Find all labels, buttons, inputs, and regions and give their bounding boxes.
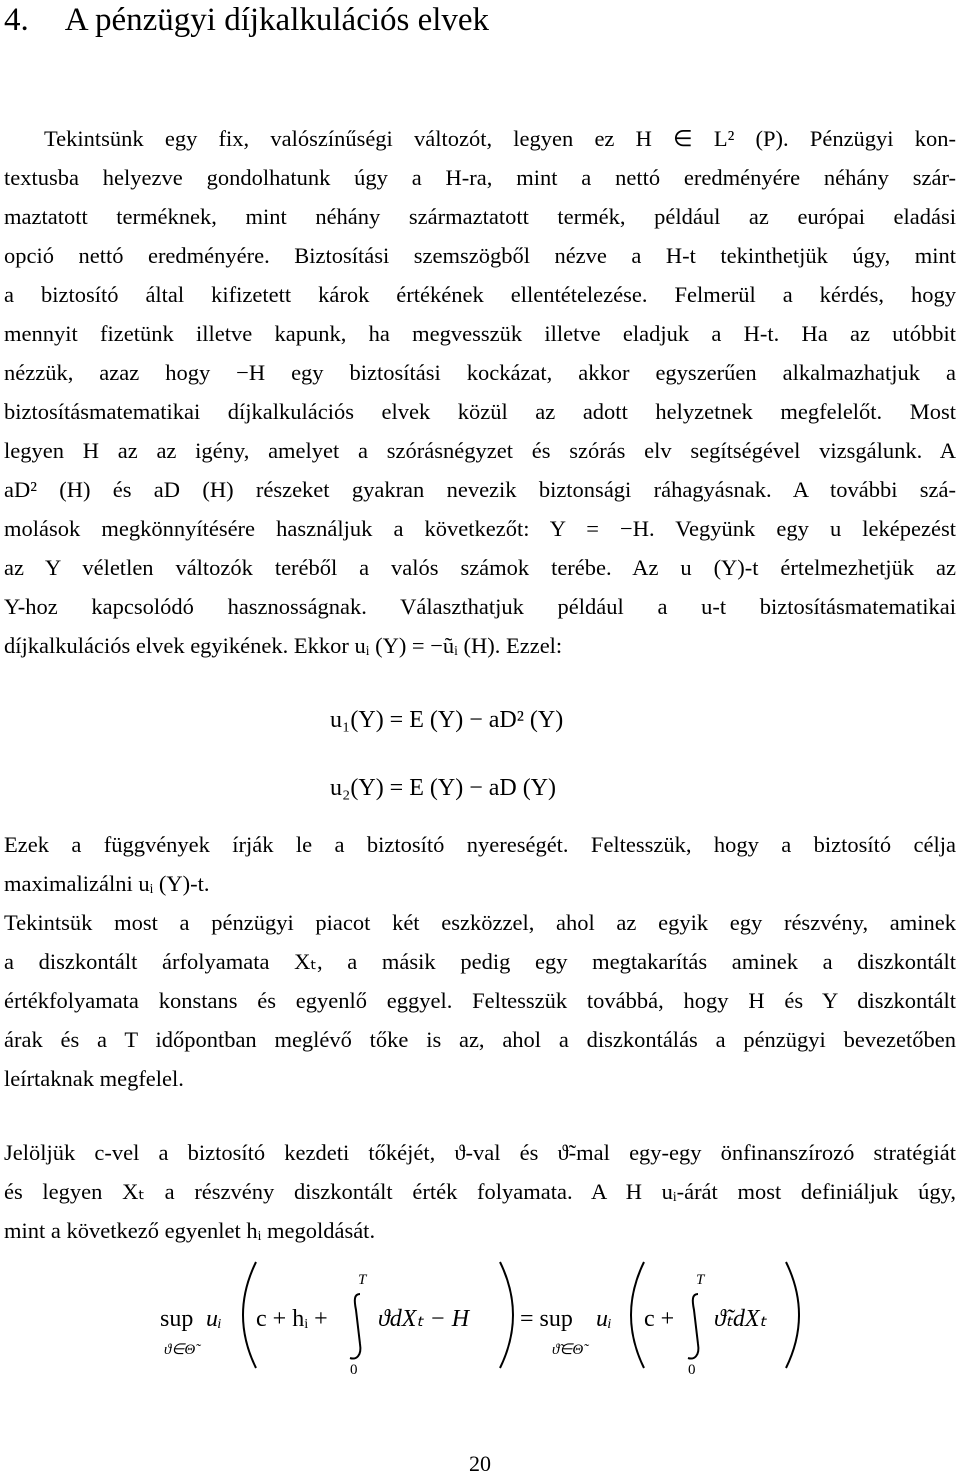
text-line: molások megkönnyítésére használjuk a következőt: Y = −H. Vegyünk egy u leképezést — [4, 516, 956, 541]
text-line: a biztosító által kifizetett károk értékének ellentételezése. Felmerül a kérdés, hogy — [4, 282, 956, 307]
text-line: maztatott terméknek, mint néhány származtatott termék, például az európai eladási — [4, 204, 956, 229]
text-line: aD² (H) és aD (H) részeket gyakran nevezik biztonsági ráhagyásnak. A további szá- — [4, 477, 956, 502]
text-line: Ezek a függvények írják le a biztosító nyereségét. Feltesszük, hogy a biztosító célja — [4, 832, 956, 857]
text-line: értékfolyamata konstans és egyenlő eggyel. Feltesszük továbbá, hogy H és Y diszkontált — [4, 988, 956, 1013]
inner-right-expression: c + — [644, 1306, 675, 1332]
integral-lower-limit: 0 — [350, 1362, 358, 1378]
left-paren — [243, 1262, 256, 1368]
text-line: mint a következő egyenlet hᵢ megoldását. — [4, 1218, 376, 1243]
text-line: opció nettó eredményére. Biztosítási szemszögből nézve a H-t tekinthetjük úgy, mint — [4, 243, 956, 268]
text-line: leírtaknak megfelel. — [4, 1066, 184, 1091]
page-number: 20 — [469, 1451, 491, 1476]
utility-symbol-right: uᵢ — [596, 1306, 612, 1332]
integral-sign-right — [688, 1294, 698, 1358]
text-line: maximalizálni uᵢ (Y)-t. — [4, 871, 210, 896]
equals-sup: = sup — [520, 1306, 573, 1332]
integral-sign — [350, 1294, 360, 1358]
text-line: Tekintsünk egy fix, valószínűségi változót, legyen ez H ∈ L² (P). Pénzügyi kon- — [44, 126, 956, 151]
left-paren-right — [631, 1262, 644, 1368]
sup-subscript: ϑ∈Θ̃ — [164, 1342, 196, 1358]
utility-symbol: uᵢ — [206, 1306, 222, 1332]
integral-lower-limit-right: 0 — [688, 1362, 696, 1378]
right-paren — [500, 1262, 513, 1368]
sup-subscript-right: ϑ̃∈Θ̃ — [552, 1342, 584, 1358]
text-line: legyen H az az igény, amelyet a szórásnégyzet és szórás elv segítségével vizsgálunk. A — [4, 438, 956, 463]
text-line: árak és a T időpontban meglévő tőke is az, ahol a diszkontálás a pénzügyi bevezetőben — [4, 1027, 956, 1052]
text-line: Y-hoz kapcsolódó hasznosságnak. Választhatjuk például a u-t biztosításmatematikai — [4, 594, 956, 619]
section-number: 4. — [4, 2, 29, 38]
section-heading — [4, 0, 489, 40]
text-line: Jelöljük c-vel a biztosító kezdeti tőkéjét, ϑ-val és ϑ̃-mal egy-egy önfinanszírozó stratégiát — [4, 1140, 956, 1165]
right-paren-right — [786, 1262, 799, 1368]
integral-upper-limit-right: T — [696, 1272, 705, 1288]
integrand-right: ϑ̃ₜdXₜ — [714, 1306, 767, 1332]
equation-u2: u₂(Y) = E (Y) − aD (Y) — [330, 775, 557, 801]
integral-upper-limit: T — [358, 1272, 367, 1288]
text-line: textusba helyezve gondolhatunk úgy a H-ra, mint a nettó eredményére néhány szár- — [4, 165, 956, 190]
inner-left-expression: c + hᵢ + — [256, 1306, 328, 1332]
section-title-text: A pénzügyi díjkalkulációs elvek — [64, 2, 490, 38]
optimization-equation — [160, 1250, 800, 1380]
text-line: biztosításmatematikai díjkalkulációs elvek közül az adott helyzetnek megfelelőt. Most — [4, 399, 956, 424]
equation-u1: u₁(Y) = E (Y) − aD² (Y) — [330, 707, 564, 733]
text-line: nézzük, azaz hogy −H egy biztosítási kockázat, akkor egyszerűen alkalmazhatjuk a — [4, 360, 956, 385]
text-line: Tekintsük most a pénzügyi piacot két eszközzel, ahol az egyik egy részvény, aminek — [4, 910, 956, 935]
sup-operator: sup — [160, 1306, 194, 1332]
text-line: mennyit fizetünk illetve kapunk, ha megvesszük illetve eladjuk a H-t. Ha az utóbbit — [4, 321, 956, 346]
text-line: és legyen Xₜ a részvény diszkontált érték folyamata. A H uᵢ-árát most definiáljuk úgy, — [4, 1179, 956, 1204]
text-line: az Y véletlen változók teréből a valós számok terébe. Az u (Y)-t értelmezhetjük az — [4, 555, 956, 580]
text-line: a diszkontált árfolyamata Xₜ, a másik pedig egy megtakarítás aminek a diszkontált — [4, 949, 956, 974]
integrand-left: ϑdXₜ − H — [378, 1306, 470, 1332]
text-line: díjkalkulációs elvek egyikének. Ekkor uᵢ (Y) = −ũᵢ (H). Ezzel: — [4, 633, 563, 658]
